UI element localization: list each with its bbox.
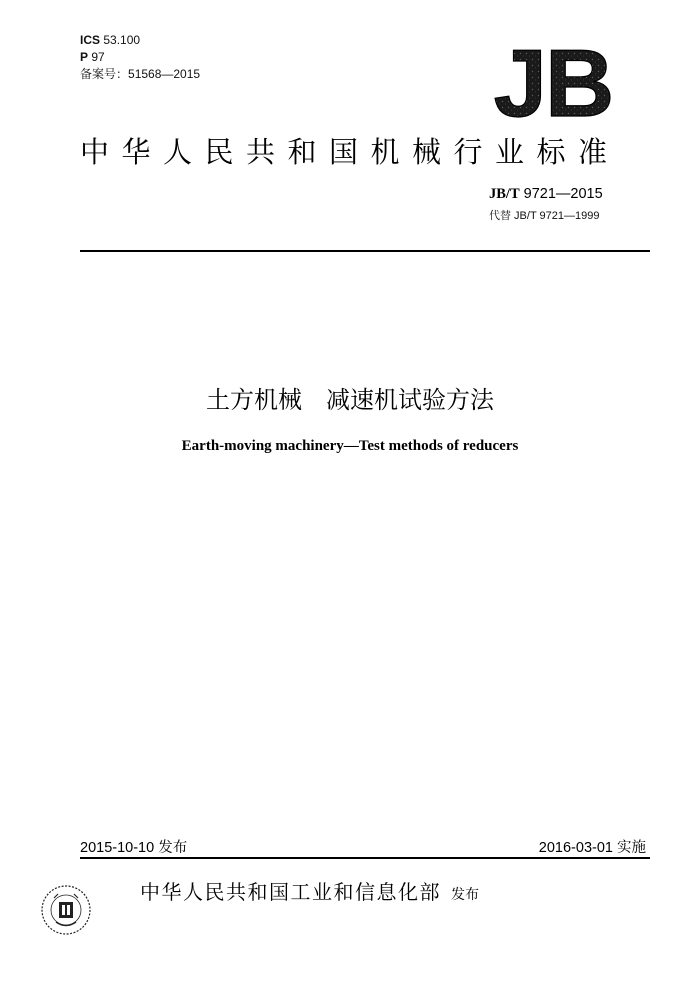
replaces-standard: 代替 JB/T 9721—1999 (489, 210, 600, 222)
classification-label: P (80, 50, 89, 64)
standard-value: 9721—2015 (519, 186, 603, 202)
standard-number (489, 186, 603, 203)
classification-code (80, 49, 105, 66)
issuer-name: 中华人民共和国工业和信息化部 (140, 880, 441, 904)
ics-label: ICS (80, 33, 101, 47)
bottom-divider (80, 857, 650, 859)
jb-logo (483, 40, 623, 122)
standard-prefix: JB/T (489, 186, 520, 202)
record-value: 51568—2015 (128, 67, 201, 81)
ics-code (80, 32, 140, 49)
implement-date: 2016-03-01 实施 (538, 840, 646, 856)
classification-value: 97 (91, 50, 105, 64)
issuer-suffix: 发布 (451, 887, 479, 903)
ics-value: 53.100 (103, 33, 141, 47)
ministry-emblem-icon (40, 882, 92, 938)
top-divider (80, 250, 650, 252)
jb-logo-text: JB (493, 40, 613, 122)
title-chinese: 土方机械 减速机试验方法 (206, 386, 494, 414)
issuer (140, 876, 479, 905)
record-label: 备案号： (80, 67, 129, 81)
publish-date: 2015-10-10 发布 (80, 840, 188, 856)
org-title: 中华人民共和国机械行业标准 (80, 135, 620, 169)
record-number (80, 66, 200, 83)
title-english: Earth-moving machinery—Test methods of reducers (181, 438, 519, 454)
